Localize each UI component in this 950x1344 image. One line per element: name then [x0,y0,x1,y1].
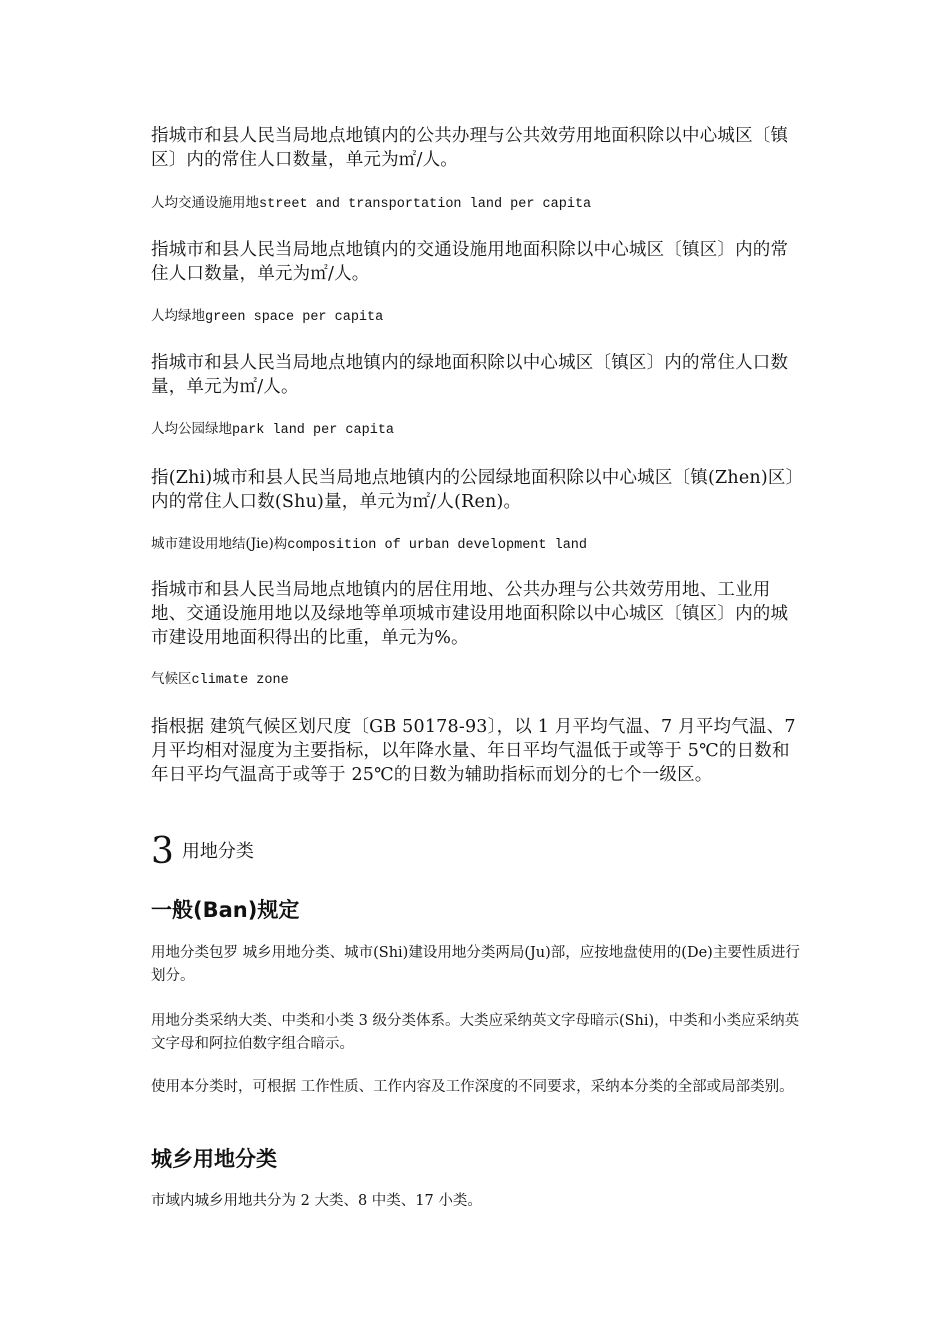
term-zh: 城市建设用地结(Jie)构 [151,536,288,552]
section-paragraph: 市域内城乡用地共分为 2 大类、8 中类、17 小类。 [151,1193,482,1209]
definition-paragraph [151,715,801,787]
paragraph-text: 指城市和县人民当局地点地镇内的交通设施用地面积除以中心城区〔镇区〕内的常住人口数量，单元为㎡/人。 [151,240,789,284]
paragraph-text: 指城市和县人民当局地点地镇内的居住用地、公共办理与公共效劳用地、工业用地、交通设施用地以及绿地等单项城市建设用地面积除以中心城区〔镇区〕内的城市建设用地面积得出的比重，单元为%。 [151,580,789,648]
definition-paragraph [151,124,801,172]
term-heading [151,194,801,214]
term-zh: 人均公园绿地 [151,421,232,437]
term-heading [151,420,801,440]
definition-paragraph [151,238,801,286]
paragraph-text: 指(Zhi)城市和县人民当局地点地镇内的公园绿地面积除以中心城区〔镇(Zhen)区〕内的常住人口数(Shu)量，单元为㎡/人(Ren)。 [151,468,795,512]
term-en: street and transportation land per capita [259,197,592,212]
chapter-title: 用地分类 [181,841,254,862]
section-paragraph: 用地分类采纳大类、中类和小类 3 级分类体系。大类应采纳英文字母暗示(Shi)，中类和小类应采纳英文字母和阿拉伯数字组合暗示。 [151,1013,800,1052]
chapter-number: 3 [151,831,174,872]
term-zh: 人均绿地 [151,308,205,324]
term-en: green space per capita [205,310,384,325]
definition-paragraph [151,578,801,650]
section-heading: 城乡用地分类 [151,1147,277,1171]
section-paragraph: 用地分类包罗 城乡用地分类、城市(Shi)建设用地分类两局(Ju)部，应按地盘使用的(De)主要性质进行划分。 [151,945,800,984]
definition-paragraph [151,466,801,514]
term-en: composition of urban development land [287,538,588,553]
term-heading [151,670,801,690]
definition-paragraph [151,351,801,399]
term-zh: 气候区 [151,671,192,687]
term-en: climate zone [191,673,289,688]
chapter-heading [151,832,801,872]
paragraph-text: 指城市和县人民当局地点地镇内的公共办理与公共效劳用地面积除以中心城区〔镇区〕内的常住人口数量，单元为㎡/人。 [151,126,789,170]
term-en: park land per capita [232,423,395,438]
section-heading: 一般(Ban)规定 [151,898,300,922]
term-zh: 人均交通设施用地 [151,195,259,211]
paragraph-text: 指城市和县人民当局地点地镇内的绿地面积除以中心城区〔镇区〕内的常住人口数量，单元为㎡/人。 [151,353,789,397]
term-heading [151,535,801,555]
section-paragraph: 使用本分类时，可根据 工作性质、工作内容及工作深度的不同要求，采纳本分类的全部或局部类别。 [151,1079,794,1095]
paragraph-text: 指根据 建筑气候区划尺度〔GB 50178-93〕，以 1 月平均气温、7 月平均气温、7 月平均相对湿度为主要指标，以年降水量、年日平均气温低于或等于 5℃的日数和年日平均气温高于或等于 25℃的日数为辅助指标而划分的七个一级区。 [151,717,796,785]
term-heading [151,307,801,327]
